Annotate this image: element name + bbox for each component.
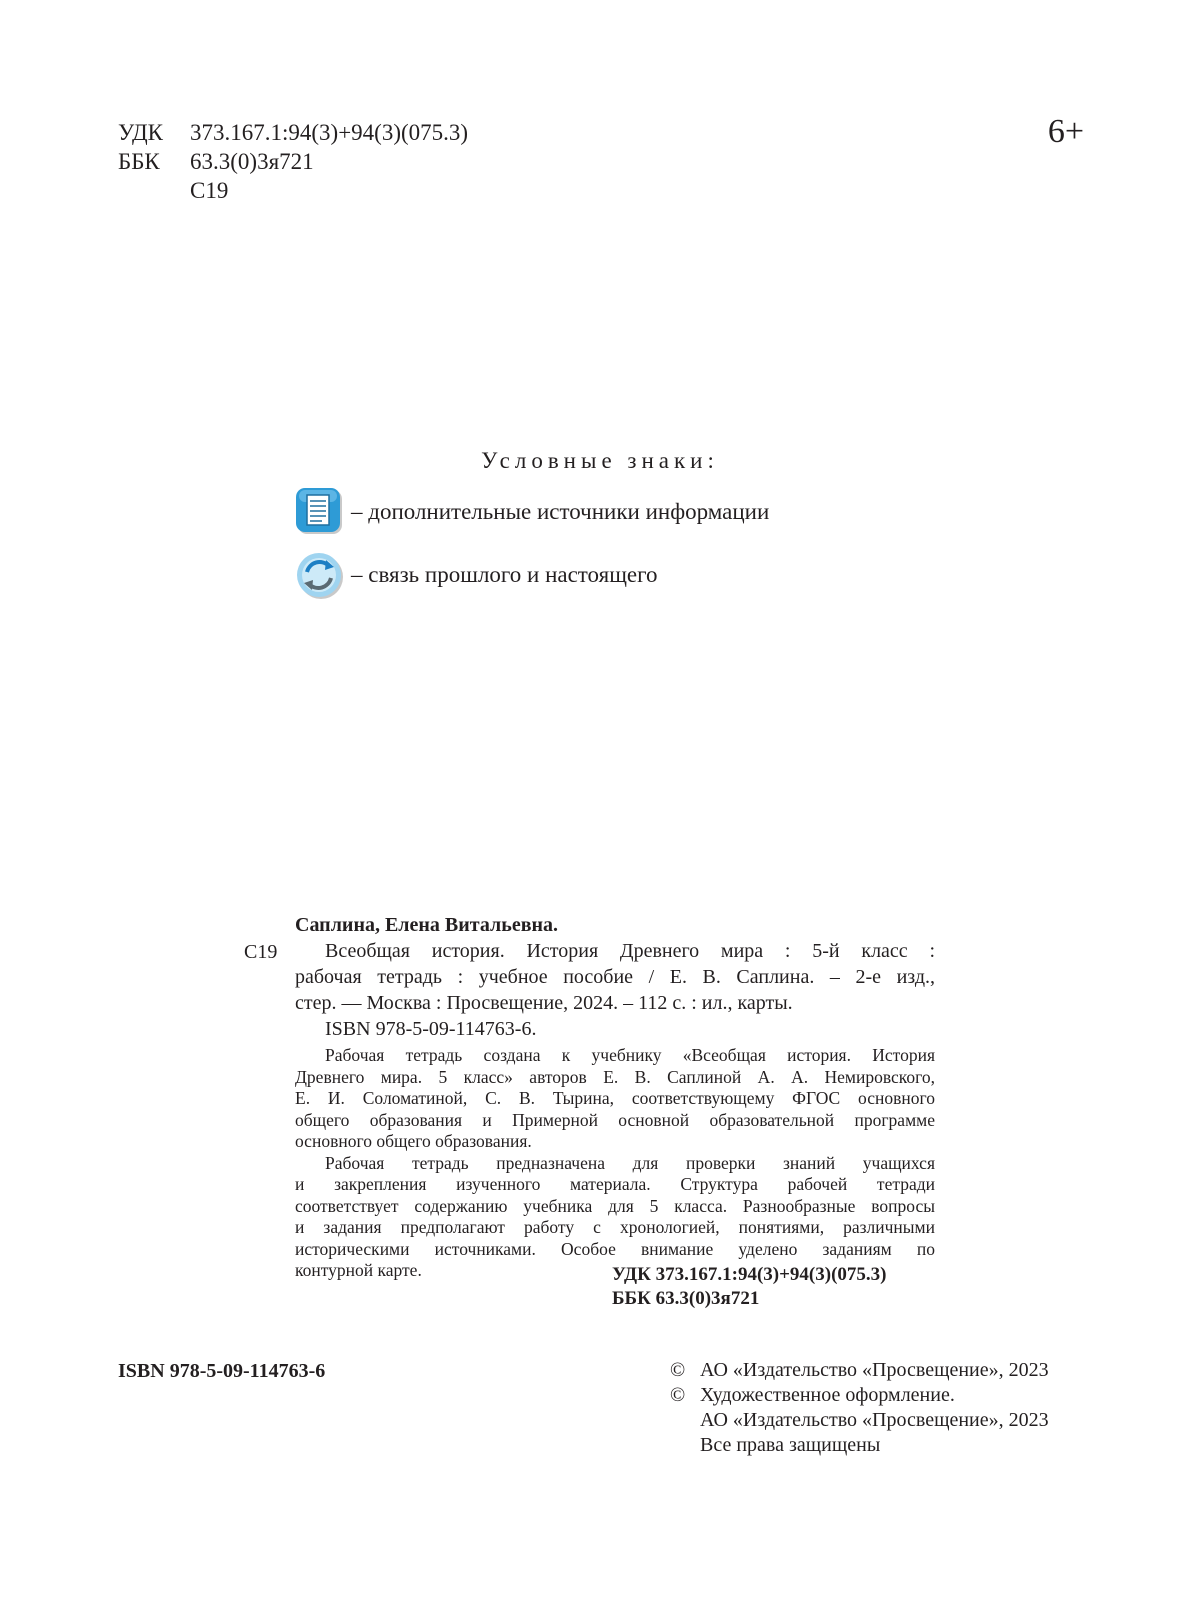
bib-code: С19 [244, 941, 278, 963]
title-line: стер. — Москва : Просвещение, 2024. – 112 с. : ил., карты. [295, 992, 793, 1014]
spacer [118, 176, 190, 205]
legend-item-sources [295, 487, 769, 537]
bib-bbk: ББК 63.3(0)3я721 [612, 1288, 760, 1309]
annotation-line: общего образования и Примерной основной образовательной программе [295, 1109, 935, 1130]
annotation-line: Рабочая тетрадь создана к учебнику «Всеобщая история. История [325, 1045, 935, 1065]
bib-udk: УДК 373.167.1:94(3)+94(3)(075.3) [612, 1264, 887, 1285]
spacer [670, 1433, 700, 1458]
annotation-line: соответствует содержанию учебника для 5 класса. Разнообразные вопросы [295, 1195, 935, 1216]
bibliographic-record [295, 912, 935, 1282]
document-icon [295, 487, 345, 537]
isbn-line: ISBN 978-5-09-114763-6. [325, 1018, 537, 1040]
udk-value: 373.167.1:94(3)+94(3)(075.3) [190, 120, 469, 145]
annotation-line: основного общего образования. [295, 1131, 532, 1151]
annotation-line: историческими источниками. Особое внимание уделено заданиям по [295, 1238, 935, 1259]
age-rating: 6+ [1047, 113, 1084, 150]
cycle-arrows-icon [295, 550, 345, 600]
spacer [670, 1408, 700, 1433]
annotation-line: Рабочая тетрадь предназначена для проверки знаний учащихся [325, 1152, 935, 1173]
copyright-symbol: © [670, 1359, 686, 1381]
classification-block [118, 118, 468, 205]
bib-classification-codes [612, 1263, 887, 1311]
bbk-value: 63.3(0)3я721 [190, 149, 314, 174]
bbk-label: ББК [118, 149, 160, 174]
copyright-line: АО «Издательство «Просвещение», 2023 [700, 1359, 1049, 1381]
legend-item-text: – связь прошлого и настоящего [351, 562, 658, 587]
legend-title: Условные знаки: [481, 448, 719, 473]
annotation-paragraph [295, 1045, 935, 1153]
copyright-line: Художественное оформление. [700, 1384, 955, 1406]
annotation-line: Е. И. Соломатиной, С. В. Тырина, соответствующему ФГОС основного [295, 1088, 935, 1108]
author-mark: С19 [190, 178, 229, 203]
udk-label: УДК [118, 120, 163, 145]
title-line: Всеобщая история. История Древнего мира : 5-й класс : [325, 940, 935, 962]
copyright-symbol: © [670, 1384, 686, 1406]
copyright-line: АО «Издательство «Просвещение», 2023 [700, 1409, 1049, 1431]
title-line: рабочая тетрадь : учебное пособие / Е. В. Саплина. – 2-е изд., [295, 966, 935, 988]
rights-reserved: Все права защищены [700, 1434, 881, 1456]
legend-item-past-present [295, 550, 657, 600]
annotation-line: и закрепления изученного материала. Структура рабочей тетради [295, 1174, 935, 1194]
author-name: Саплина, Елена Витальевна. [295, 914, 559, 936]
legend-item-text: – дополнительные источники информации [351, 499, 770, 524]
isbn: ISBN 978-5-09-114763-6 [118, 1360, 326, 1382]
annotation-line: контурной карте. [295, 1260, 422, 1280]
annotation-line: и задания предполагают работу с хронологией, понятиями, различными [295, 1217, 935, 1237]
annotation-line: Древнего мира. 5 класс» авторов Е. В. Саплиной А. А. Немировского, [295, 1066, 935, 1087]
copyright-block [670, 1358, 1049, 1458]
